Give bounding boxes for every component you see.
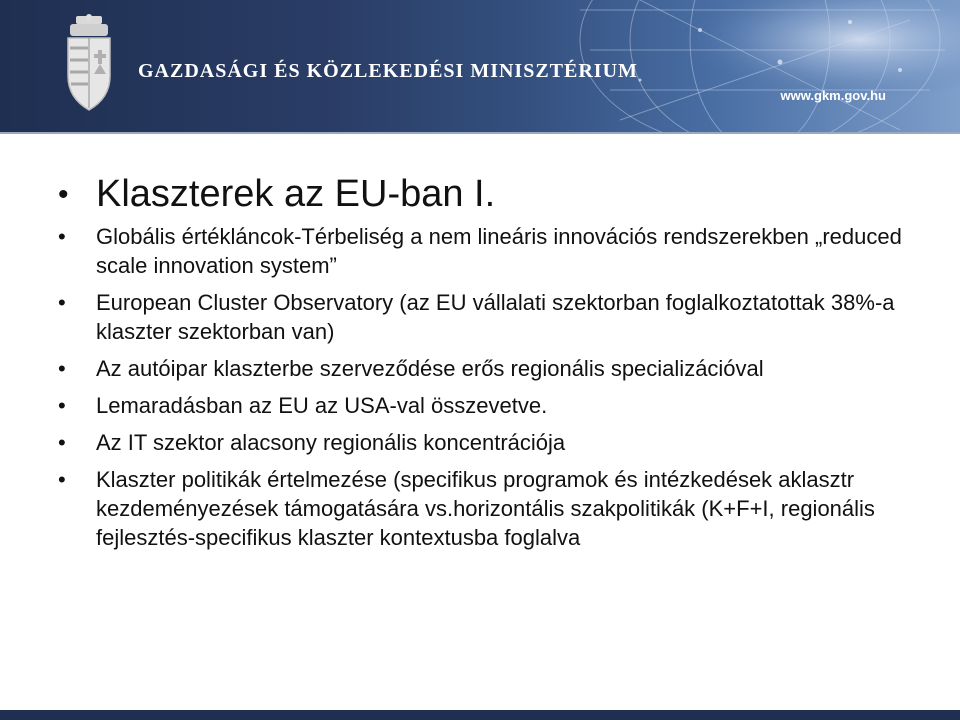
bullet-icon: • [58,467,66,492]
banner-divider [0,132,960,134]
footer-bar [0,710,960,720]
bullet-item [58,465,938,552]
bullet-icon: • [58,430,66,455]
bullet-icon: • [58,356,66,381]
bullet-item [58,222,938,280]
bullet-item [58,354,938,383]
bullet-text: Az IT szektor alacsony regionális koncentrációja [96,430,566,455]
bullet-text: Az autóipar klaszterbe szerveződése erős regionális specializációval [96,356,764,381]
bullet-item [58,428,938,457]
bullet-icon: • [58,224,66,249]
bullet-text: European Cluster Observatory (az EU vállalati szektorban foglalkoztatottak 38%-a klaszter szektorban van) [96,290,895,344]
slide-content [58,172,938,560]
bullet-icon: • [58,290,66,315]
bullet-list [58,172,938,552]
website-url: www.gkm.gov.hu [780,88,886,103]
bullet-icon: • [58,178,69,211]
bullet-text: Globális értékláncok-Térbeliség a nem lineáris innovációs rendszerekben „reduced scale innovation system” [96,224,902,278]
ministry-name: GAZDASÁGI ÉS KÖZLEKEDÉSI MINISZTÉRIUM [138,60,638,82]
hungarian-coat-of-arms-icon [58,14,120,114]
bullet-item [58,288,938,346]
bullet-item [58,391,938,420]
slide-title-item [58,172,938,216]
bullet-text: Klaszter politikák értelmezése (specifikus programok és intézkedések aklasztr kezdeményezések támogatására vs.horizontális szakpolitikák (K+F+I, regionális fejlesztés-specifikus klaszter kontextusba foglalva [96,467,875,550]
bullet-icon: • [58,393,66,418]
slide-title: Klaszterek az EU-ban I. [96,173,496,215]
header-banner [0,0,960,132]
bullet-text: Lemaradásban az EU az USA-val összevetve. [96,393,548,418]
